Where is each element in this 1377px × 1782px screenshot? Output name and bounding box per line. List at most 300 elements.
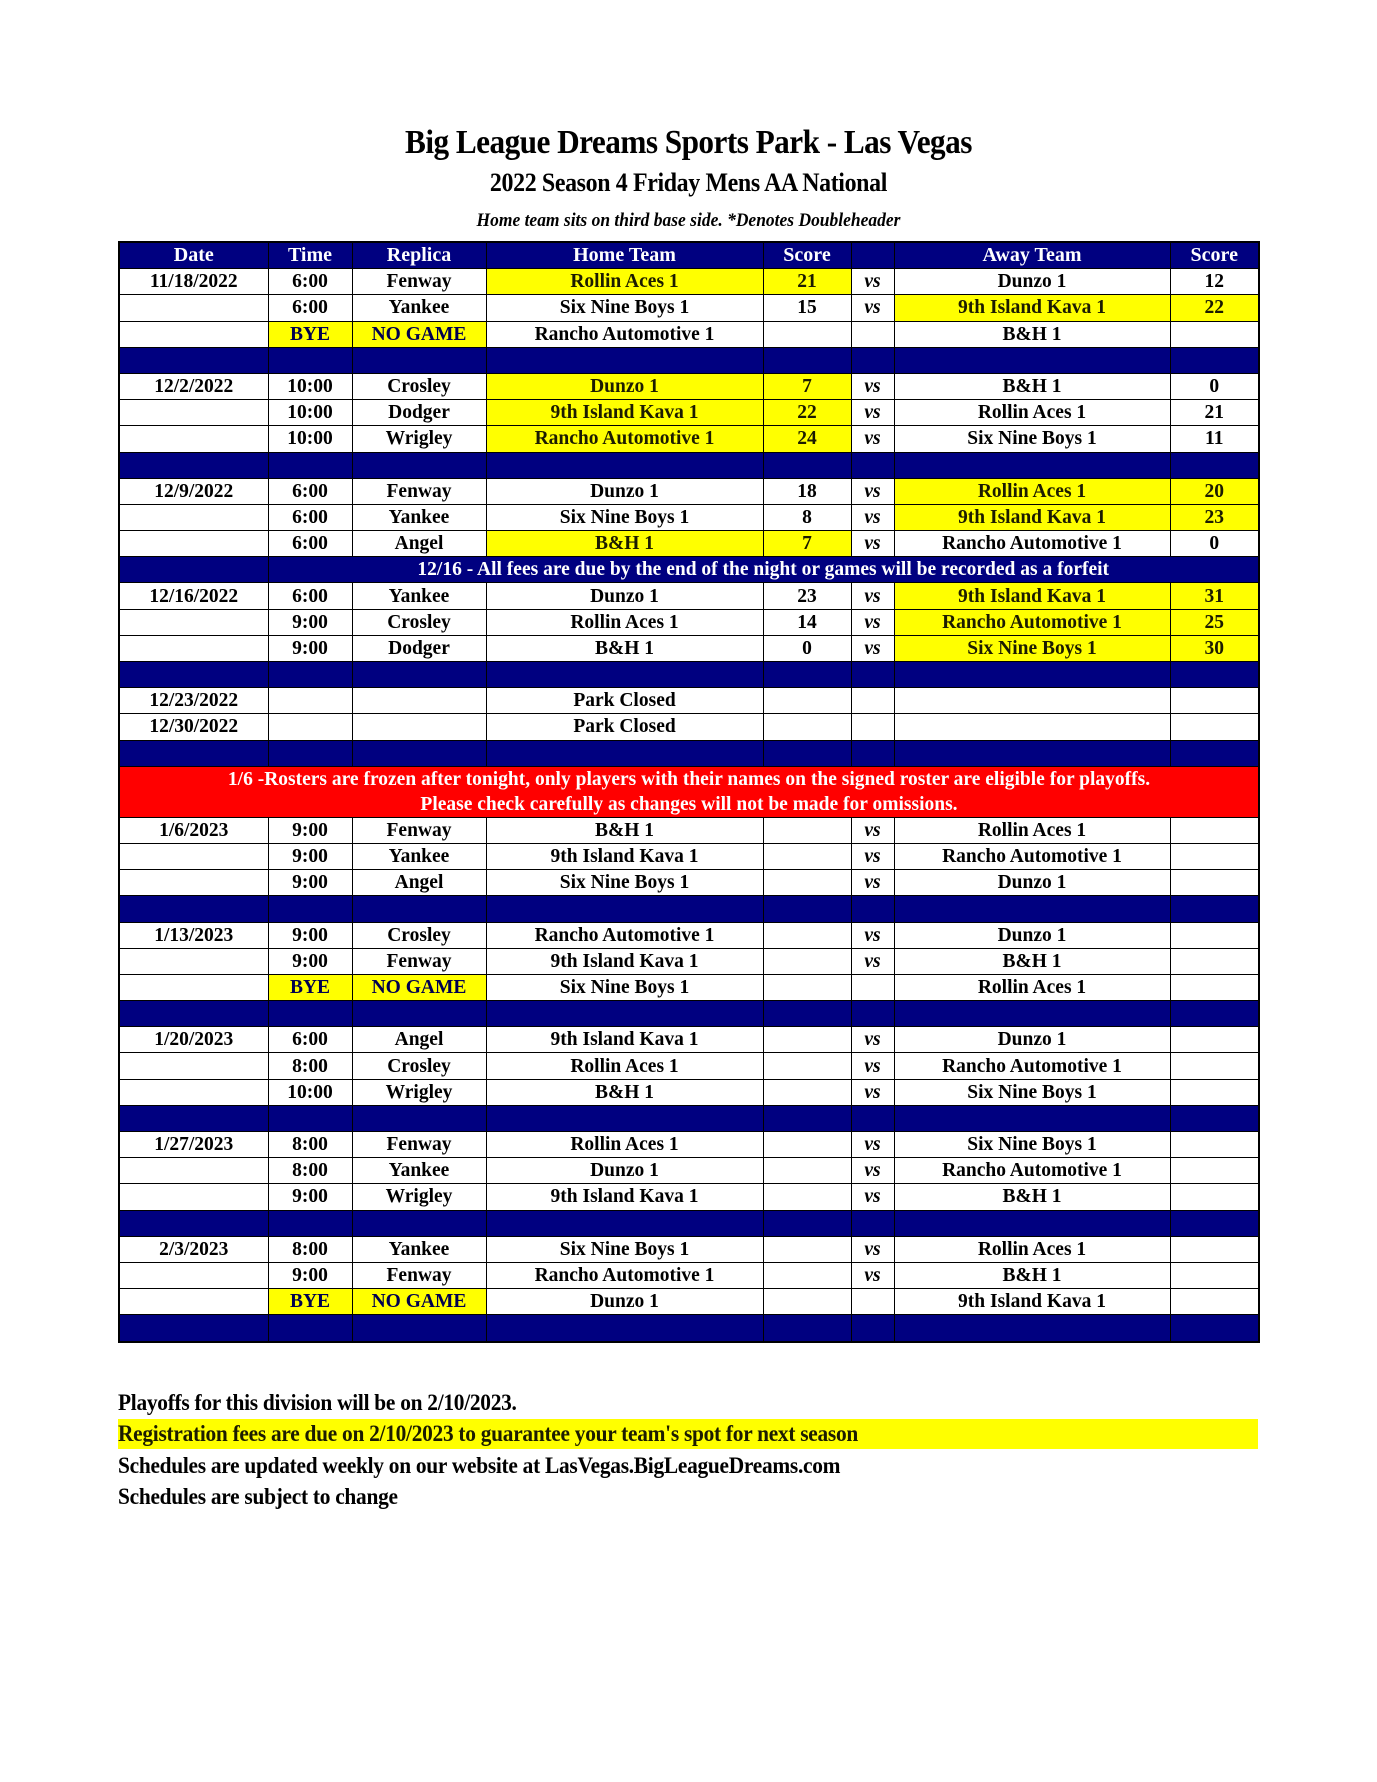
separator-cell [851, 1315, 894, 1342]
replica-field-cell: Fenway [352, 1262, 486, 1288]
separator-cell [894, 1001, 1170, 1027]
time-cell: 9:00 [268, 817, 352, 843]
vs-cell: vs [851, 870, 894, 896]
time-cell: 9:00 [268, 922, 352, 948]
home-score-cell [763, 1289, 851, 1315]
replica-field-cell: Yankee [352, 583, 486, 609]
time-cell [268, 688, 352, 714]
vs-cell: vs [851, 295, 894, 321]
time-cell: 10:00 [268, 400, 352, 426]
separator-cell [268, 347, 352, 373]
date-cell [119, 400, 268, 426]
away-score-cell [1170, 922, 1259, 948]
home-score-cell: 7 [763, 373, 851, 399]
home-team-cell: B&H 1 [486, 531, 763, 557]
home-score-cell [763, 1184, 851, 1210]
home-team-cell: Six Nine Boys 1 [486, 974, 763, 1000]
game-row [119, 817, 1259, 843]
separator-cell [352, 1315, 486, 1342]
home-team-cell: Dunzo 1 [486, 1158, 763, 1184]
replica-field-cell: Crosley [352, 609, 486, 635]
season-subtitle: 2022 Season 4 Friday Mens AA National [489, 168, 887, 197]
replica-field-cell: Angel [352, 870, 486, 896]
registration-note-text: Registration fees are due on 2/10/2023 to guarantee your team's spot for next season [118, 1421, 859, 1446]
separator-cell [894, 1105, 1170, 1131]
separator-row [119, 1210, 1259, 1236]
away-score-cell [1170, 1132, 1259, 1158]
bye-label: BYE [268, 974, 352, 1000]
home-score-cell [763, 1262, 851, 1288]
replica-field-cell: Fenway [352, 478, 486, 504]
game-row [119, 400, 1259, 426]
separator-row [119, 1001, 1259, 1027]
separator-cell [268, 740, 352, 766]
no-game-label: NO GAME [352, 974, 486, 1000]
game-row [119, 373, 1259, 399]
home-team-cell: Six Nine Boys 1 [486, 870, 763, 896]
separator-cell [763, 1210, 851, 1236]
separator-cell [119, 1001, 268, 1027]
home-score-cell [763, 1236, 851, 1262]
date-cell: 12/23/2022 [119, 688, 268, 714]
replica-cell [352, 714, 486, 740]
home-team-cell: 9th Island Kava 1 [486, 1184, 763, 1210]
time-cell: 8:00 [268, 1053, 352, 1079]
home-score-cell [763, 1079, 851, 1105]
date-cell: 2/3/2023 [119, 1236, 268, 1262]
separator-cell [268, 896, 352, 922]
date-cell [119, 1053, 268, 1079]
playoffs-note [118, 1388, 1258, 1418]
home-score-cell [763, 843, 851, 869]
separator-cell [1170, 1315, 1259, 1342]
home-team-cell: Rollin Aces 1 [486, 269, 763, 295]
home-score-cell [763, 688, 851, 714]
vs-cell: vs [851, 1184, 894, 1210]
date-cell [119, 321, 268, 347]
time-cell: 10:00 [268, 426, 352, 452]
home-team-cell: Rancho Automotive 1 [486, 321, 763, 347]
date-cell [119, 870, 268, 896]
away-team-cell: Rancho Automotive 1 [894, 843, 1170, 869]
time-cell: 9:00 [268, 635, 352, 661]
date-cell [119, 1262, 268, 1288]
home-score-cell [763, 817, 851, 843]
game-row [119, 1184, 1259, 1210]
vs-cell: vs [851, 504, 894, 530]
home-team-cell: Dunzo 1 [486, 478, 763, 504]
separator-cell [763, 1001, 851, 1027]
date-cell [119, 295, 268, 321]
separator-cell [119, 1105, 268, 1131]
replica-field-cell: Angel [352, 1027, 486, 1053]
replica-field-cell: Fenway [352, 948, 486, 974]
date-cell: 11/18/2022 [119, 269, 268, 295]
separator-cell [486, 347, 763, 373]
home-score-cell [763, 1158, 851, 1184]
away-score-cell: 22 [1170, 295, 1259, 321]
away-score-cell [1170, 1053, 1259, 1079]
vs-cell [851, 321, 894, 347]
separator-cell [894, 452, 1170, 478]
away-team-cell: Rollin Aces 1 [894, 974, 1170, 1000]
away-score-cell [1170, 1079, 1259, 1105]
separator-cell [268, 1001, 352, 1027]
away-team-cell: Rancho Automotive 1 [894, 531, 1170, 557]
date-cell: 12/9/2022 [119, 478, 268, 504]
schedule-body [119, 269, 1259, 1342]
separator-cell [1170, 1105, 1259, 1131]
home-score-cell: 15 [763, 295, 851, 321]
separator-cell [486, 1315, 763, 1342]
away-team-cell: Six Nine Boys 1 [894, 1132, 1170, 1158]
separator-cell [119, 740, 268, 766]
separator-cell [268, 1105, 352, 1131]
away-team-cell: Six Nine Boys 1 [894, 426, 1170, 452]
separator-cell [486, 662, 763, 688]
separator-cell [352, 347, 486, 373]
vs-cell: vs [851, 1053, 894, 1079]
away-score-cell [1170, 1289, 1259, 1315]
separator-cell [268, 1210, 352, 1236]
vs-cell: vs [851, 1262, 894, 1288]
separator-row [119, 896, 1259, 922]
replica-field-cell: Wrigley [352, 426, 486, 452]
separator-cell [1170, 1001, 1259, 1027]
no-game-label: NO GAME [352, 321, 486, 347]
vs-cell [851, 974, 894, 1000]
away-team-cell: B&H 1 [894, 1184, 1170, 1210]
vs-cell: vs [851, 1132, 894, 1158]
vs-cell: vs [851, 269, 894, 295]
registration-note [118, 1419, 1258, 1449]
separator-cell [119, 896, 268, 922]
time-cell: 6:00 [268, 478, 352, 504]
separator-cell [851, 662, 894, 688]
separator-cell [894, 662, 1170, 688]
column-header-time: Time [268, 242, 352, 269]
separator-cell [851, 740, 894, 766]
replica-field-cell: Fenway [352, 269, 486, 295]
game-row [119, 531, 1259, 557]
roster-alert-row [119, 766, 1259, 817]
away-score-cell [1170, 843, 1259, 869]
replica-field-cell: Yankee [352, 504, 486, 530]
time-cell: 8:00 [268, 1132, 352, 1158]
home-team-cell: Six Nine Boys 1 [486, 504, 763, 530]
vs-cell [851, 688, 894, 714]
fee-notice-text: 12/16 - All fees are due by the end of the night or games will be recorded as a forfeit [268, 557, 1259, 583]
replica-field-cell: Yankee [352, 295, 486, 321]
replica-field-cell: Dodger [352, 635, 486, 661]
separator-cell [763, 347, 851, 373]
date-cell [119, 1158, 268, 1184]
date-cell [119, 1184, 268, 1210]
away-score-cell: 31 [1170, 583, 1259, 609]
replica-field-cell: Yankee [352, 1158, 486, 1184]
separator-cell [1170, 896, 1259, 922]
date-cell [119, 1289, 268, 1315]
away-score-cell: 0 [1170, 373, 1259, 399]
replica-cell [352, 688, 486, 714]
away-score-cell [1170, 1158, 1259, 1184]
separator-cell [352, 896, 486, 922]
vs-cell: vs [851, 609, 894, 635]
away-score-cell: 0 [1170, 531, 1259, 557]
home-score-cell: 22 [763, 400, 851, 426]
vs-cell: vs [851, 426, 894, 452]
separator-cell [894, 1315, 1170, 1342]
home-team-cell: B&H 1 [486, 817, 763, 843]
away-score-cell [1170, 321, 1259, 347]
date-cell [119, 504, 268, 530]
away-score-cell [1170, 1027, 1259, 1053]
date-cell [119, 609, 268, 635]
park-closed-row [119, 688, 1259, 714]
game-row [119, 426, 1259, 452]
separator-cell [1170, 1210, 1259, 1236]
vs-cell: vs [851, 635, 894, 661]
away-score-cell: 30 [1170, 635, 1259, 661]
separator-cell [1170, 662, 1259, 688]
away-team-cell: B&H 1 [894, 1262, 1170, 1288]
separator-cell [851, 1210, 894, 1236]
roster-alert-line-2: Please check carefully as changes will not be made for omissions. [420, 793, 958, 815]
separator-cell [486, 740, 763, 766]
replica-field-cell: Crosley [352, 922, 486, 948]
separator-cell [763, 1315, 851, 1342]
separator-cell [268, 452, 352, 478]
time-cell: 6:00 [268, 583, 352, 609]
replica-field-cell: Crosley [352, 1053, 486, 1079]
table-header-row [119, 242, 1259, 269]
home-team-cell: Rancho Automotive 1 [486, 426, 763, 452]
game-row [119, 1053, 1259, 1079]
separator-cell [763, 740, 851, 766]
vs-cell: vs [851, 400, 894, 426]
date-cell: 12/16/2022 [119, 583, 268, 609]
home-team-cell: Dunzo 1 [486, 373, 763, 399]
away-team-cell: Rollin Aces 1 [894, 400, 1170, 426]
column-header-replica: Replica [352, 242, 486, 269]
away-score-cell: 21 [1170, 400, 1259, 426]
time-cell: 10:00 [268, 1079, 352, 1105]
separator-row [119, 740, 1259, 766]
separator-cell [851, 347, 894, 373]
away-team-cell: Dunzo 1 [894, 269, 1170, 295]
separator-row [119, 1105, 1259, 1131]
game-row [119, 948, 1259, 974]
separator-cell [894, 740, 1170, 766]
date-cell [119, 974, 268, 1000]
replica-field-cell: Dodger [352, 400, 486, 426]
vs-cell: vs [851, 922, 894, 948]
away-team-cell: B&H 1 [894, 321, 1170, 347]
separator-cell [763, 452, 851, 478]
vs-cell: vs [851, 478, 894, 504]
time-cell: 9:00 [268, 870, 352, 896]
separator-row [119, 662, 1259, 688]
replica-field-cell: Wrigley [352, 1184, 486, 1210]
date-cell [119, 1079, 268, 1105]
home-score-cell: 7 [763, 531, 851, 557]
replica-field-cell: Wrigley [352, 1079, 486, 1105]
date-cell: 1/20/2023 [119, 1027, 268, 1053]
home-team-cell: Rancho Automotive 1 [486, 1262, 763, 1288]
date-cell [119, 948, 268, 974]
separator-cell [851, 1001, 894, 1027]
time-cell [268, 714, 352, 740]
away-team-cell: B&H 1 [894, 948, 1170, 974]
home-score-cell: 0 [763, 635, 851, 661]
game-row [119, 1027, 1259, 1053]
game-row [119, 583, 1259, 609]
date-cell [119, 843, 268, 869]
away-team-cell: 9th Island Kava 1 [894, 504, 1170, 530]
home-team-cell: Six Nine Boys 1 [486, 295, 763, 321]
game-row [119, 504, 1259, 530]
home-team-cell: 9th Island Kava 1 [486, 843, 763, 869]
home-score-cell: 21 [763, 269, 851, 295]
home-score-cell [763, 1053, 851, 1079]
vs-cell: vs [851, 1158, 894, 1184]
separator-cell [268, 662, 352, 688]
vs-cell [851, 1289, 894, 1315]
time-cell: 6:00 [268, 1027, 352, 1053]
home-team-cell: Rancho Automotive 1 [486, 922, 763, 948]
separator-cell [119, 1315, 268, 1342]
time-cell: 6:00 [268, 504, 352, 530]
away-score-cell: 20 [1170, 478, 1259, 504]
vs-cell: vs [851, 817, 894, 843]
away-team-cell: Rancho Automotive 1 [894, 609, 1170, 635]
home-team-cell: Rollin Aces 1 [486, 1053, 763, 1079]
separator-cell [486, 1210, 763, 1236]
replica-field-cell: Crosley [352, 373, 486, 399]
away-team-cell [894, 688, 1170, 714]
separator-cell [851, 452, 894, 478]
replica-field-cell: Angel [352, 531, 486, 557]
change-note [118, 1482, 1258, 1512]
game-row [119, 269, 1259, 295]
time-cell: 9:00 [268, 948, 352, 974]
notice-blank-cell [119, 557, 268, 583]
away-team-cell: 9th Island Kava 1 [894, 583, 1170, 609]
game-row [119, 870, 1259, 896]
home-team-cell: Rollin Aces 1 [486, 609, 763, 635]
away-score-cell: 25 [1170, 609, 1259, 635]
game-row [119, 478, 1259, 504]
replica-field-cell: Yankee [352, 1236, 486, 1262]
time-cell: 6:00 [268, 295, 352, 321]
away-score-cell [1170, 870, 1259, 896]
separator-cell [352, 662, 486, 688]
time-cell: 9:00 [268, 609, 352, 635]
column-header-home-team: Home Team [486, 242, 763, 269]
time-cell: 9:00 [268, 1184, 352, 1210]
away-team-cell: Rollin Aces 1 [894, 817, 1170, 843]
home-score-cell [763, 1027, 851, 1053]
game-row [119, 1079, 1259, 1105]
away-team-cell: Six Nine Boys 1 [894, 635, 1170, 661]
separator-cell [894, 347, 1170, 373]
game-row [119, 635, 1259, 661]
vs-cell: vs [851, 1079, 894, 1105]
playoffs-note-text: Playoffs for this division will be on 2/10/2023. [118, 1390, 517, 1415]
home-team-note: Home team sits on third base side. *Denotes Doubleheader [476, 210, 901, 231]
separator-cell [486, 1105, 763, 1131]
away-team-cell: B&H 1 [894, 373, 1170, 399]
date-cell: 1/6/2023 [119, 817, 268, 843]
separator-cell [763, 1105, 851, 1131]
column-header-vs [851, 242, 894, 269]
game-row [119, 609, 1259, 635]
away-score-cell: 23 [1170, 504, 1259, 530]
roster-alert-cell [119, 766, 1259, 817]
separator-cell [894, 896, 1170, 922]
date-cell [119, 531, 268, 557]
separator-row [119, 452, 1259, 478]
game-row [119, 1262, 1259, 1288]
vs-cell: vs [851, 948, 894, 974]
home-score-cell: 24 [763, 426, 851, 452]
time-cell: 6:00 [268, 531, 352, 557]
separator-cell [851, 896, 894, 922]
separator-cell [119, 347, 268, 373]
time-cell: 9:00 [268, 1262, 352, 1288]
date-cell: 12/30/2022 [119, 714, 268, 740]
home-team-cell: Rollin Aces 1 [486, 1132, 763, 1158]
separator-cell [486, 896, 763, 922]
no-game-label: NO GAME [352, 1289, 486, 1315]
home-score-cell [763, 922, 851, 948]
vs-cell: vs [851, 373, 894, 399]
away-score-cell [1170, 1262, 1259, 1288]
bye-row [119, 321, 1259, 347]
separator-cell [119, 452, 268, 478]
away-team-cell: Six Nine Boys 1 [894, 1079, 1170, 1105]
game-row [119, 922, 1259, 948]
date-cell: 12/2/2022 [119, 373, 268, 399]
separator-cell [119, 662, 268, 688]
separator-cell [1170, 452, 1259, 478]
away-team-cell: Dunzo 1 [894, 1027, 1170, 1053]
column-header-away-team: Away Team [894, 242, 1170, 269]
away-score-cell [1170, 1236, 1259, 1262]
home-team-cell: 9th Island Kava 1 [486, 400, 763, 426]
fee-notice-row [119, 557, 1259, 583]
home-team-cell: 9th Island Kava 1 [486, 948, 763, 974]
separator-cell [268, 1315, 352, 1342]
separator-cell [763, 896, 851, 922]
date-cell: 1/13/2023 [119, 922, 268, 948]
game-row [119, 843, 1259, 869]
vs-cell: vs [851, 1236, 894, 1262]
separator-cell [894, 1210, 1170, 1236]
home-score-cell: 18 [763, 478, 851, 504]
home-score-cell: 23 [763, 583, 851, 609]
away-team-cell [894, 714, 1170, 740]
away-team-cell: Rancho Automotive 1 [894, 1158, 1170, 1184]
separator-cell [352, 452, 486, 478]
time-cell: 8:00 [268, 1158, 352, 1184]
away-team-cell: Rancho Automotive 1 [894, 1053, 1170, 1079]
vs-cell: vs [851, 843, 894, 869]
away-score-cell: 11 [1170, 426, 1259, 452]
home-score-cell [763, 974, 851, 1000]
date-cell [119, 635, 268, 661]
home-score-cell [763, 870, 851, 896]
